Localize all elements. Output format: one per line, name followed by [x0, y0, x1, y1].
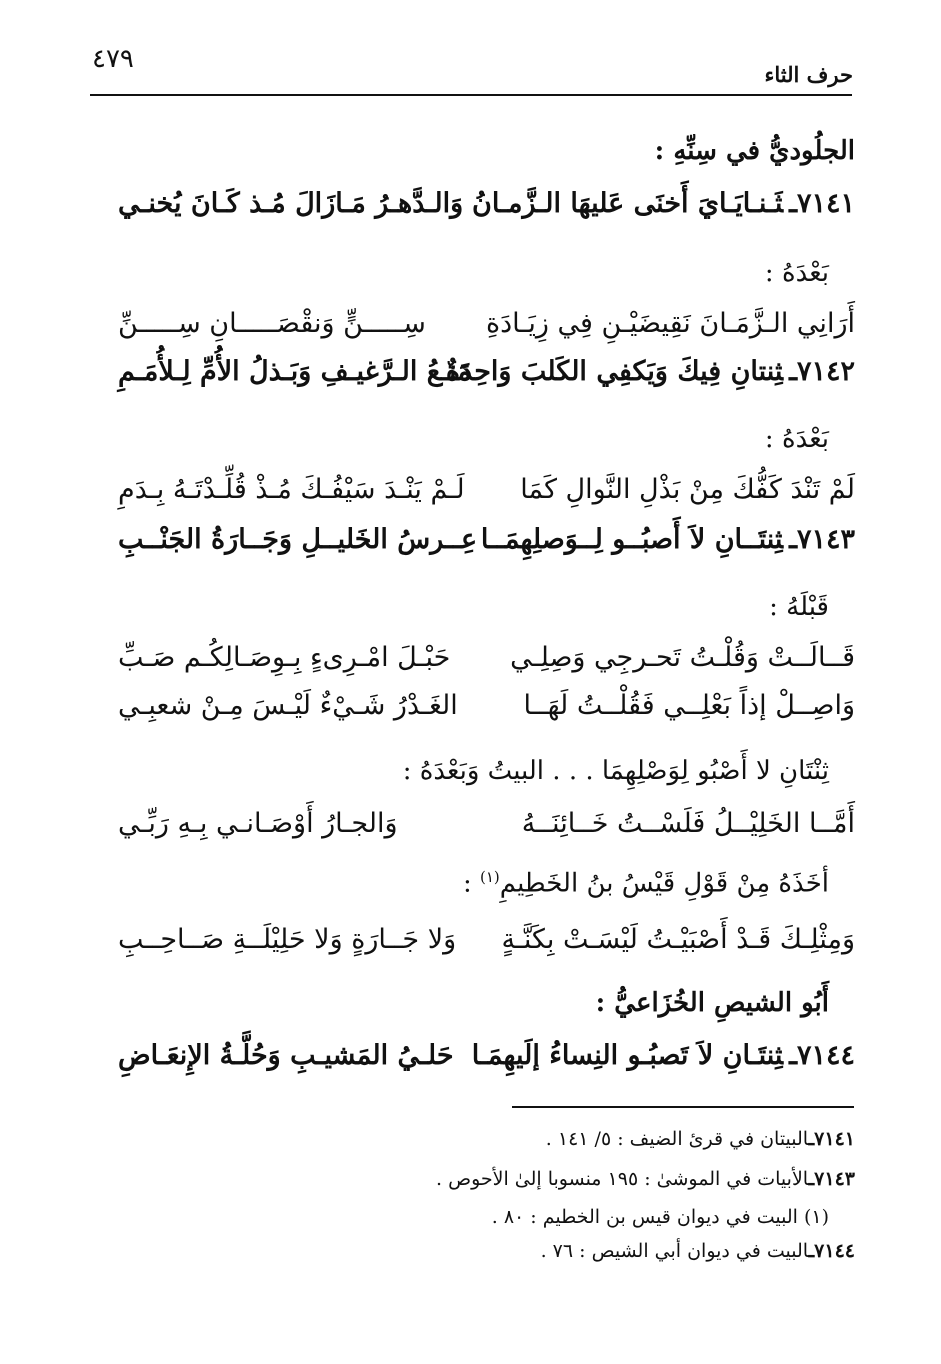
verse-number: ٧١٤١ـ [789, 188, 855, 219]
footnote-text: الأبيات في الموشىٰ : ١٩٥ منسوبا إلىٰ الأحوص . [436, 1168, 809, 1190]
footnote-label: ٧١٤٣ـ [808, 1168, 855, 1190]
verse-number: ٧١٤٣ـ [789, 524, 855, 555]
verse-7141-second-hemistich: وَالـدَّهـرُ مَـازَالَ مُـذ كَـانَ يُخنـي [118, 188, 464, 219]
verse-a-second-hemistich: سِـــــنٍّ وَنقْصَـــــانِ سِـــــنِّ [118, 308, 426, 339]
verse-b-second-hemistich: لَـمْ يَنْـدَ سَيْفُـكَ مُـذْ قُلِّـدْتَـهُ بِـدَمِ [118, 474, 465, 505]
verse-c-second-hemistich: حَبْـلَ امْـرِىءٍ بِـوِصَـالِكُـم صَـبِّ [118, 642, 451, 673]
footnote-1 [492, 1206, 829, 1228]
verse-7143-second-hemistich: عِــرسُ الخَليــلِ وَجَــارَةُ الجَنْــبِ [118, 524, 478, 555]
verse-b [118, 474, 855, 514]
footnote-divider [512, 1106, 854, 1108]
footnote-7141 [546, 1128, 855, 1150]
footnote-label: ٧١٤١ـ [808, 1128, 855, 1150]
footnote-text: البيت في ديوان أبي الشيص : ٧٦ . [540, 1240, 809, 1262]
note-qays-text: أخَذَهُ مِنْ قَوْلِ قَيْسُ بنُ الخَطِيمِ [499, 868, 829, 899]
footnote-text: (١) البيت في ديوان قيس بن الخطيم : ٨٠ . [491, 1206, 829, 1228]
hemistich-text: ثَـنـايَـايَ أَخنَى عَليهَا الـزَّمـانُ [472, 188, 784, 219]
note-qays [463, 868, 829, 899]
verse-7142-first-hemistich [446, 356, 855, 387]
note-thintan: ثِنْتَانِ لا أَصْبُو لِوَصْلِهِمَا . . . البيتُ وَبَعْدَهُ : [402, 756, 829, 786]
page-number: ٤٧٩ [92, 44, 134, 74]
hemistich-text: ثِنتَـانِ لاَ تَصبُـو النِساءُ إلَيهِمَـا [471, 1040, 784, 1071]
verse-d [118, 690, 855, 730]
verse-f-first-hemistich: وَمِثْلِـكَ قَـدْ أَصْبَيْـتُ لَيْسَـتْ بِكَنَّـةٍ [501, 924, 855, 955]
verse-c [118, 642, 855, 682]
verse-7141-first-hemistich [472, 188, 855, 219]
verse-f [118, 924, 855, 964]
footnote-reference: (١) [480, 868, 500, 886]
running-header-title: حرف الثاء [764, 62, 853, 87]
note-qays-colon: : [462, 868, 480, 899]
intro-before-7143: قَبْلَهُ : [769, 592, 829, 622]
verse-e-first-hemistich: أَمَّــا الخَلِيْــلُ فَلَسْــتُ خَــائِنَــهُ [521, 808, 855, 839]
verse-number: ٧١٤٤ـ [789, 1040, 855, 1071]
verse-7143-first-hemistich [481, 524, 855, 555]
intro-juludi: الجلُوديُّ في سِنِّهِ : [654, 136, 855, 166]
verse-e-second-hemistich: وَالجـارُ أَوْصَـانـي بِـهِ رَبِّـي [118, 808, 398, 839]
intro-abu-shays: أَبُو الشيصِ الخُزَاعيُّ : [595, 988, 829, 1018]
verse-e [118, 808, 855, 848]
verse-a-first-hemistich: أَرَانِي الـزَّمَـانَ نَقِيضَيْـنِ فِي زِيَـادَةِ [486, 308, 855, 339]
verse-7142-second-hemistich: مَنـعُ الـرَّغيـفِ وَبَـذلُ الأُمِّ لِـلأُمَـمِ [118, 356, 472, 387]
hemistich-text: ثِنتَــانِ لاَ أَصبُــو لِــوَصلِهِمَــا [480, 524, 784, 555]
verse-c-first-hemistich: قَــالَــتْ وَقُلْـتُ تَحـرجِي وَصِلِـي [510, 642, 855, 673]
header-divider [90, 94, 852, 96]
verse-7143 [118, 524, 855, 564]
hemistich-text: ثِنتانِ فِيكَ وَيَكفِي الكَلبَ وَاحِدَةٌ [445, 356, 784, 387]
verse-7144-second-hemistich: حَلـيُ المَشيـبِ وَحُلَّـةُ الإِنعَـاضِ [118, 1040, 454, 1071]
footnote-text: البيتان في قرئ الضيف : ٥/ ١٤١ . [545, 1128, 809, 1150]
footnote-7143 [436, 1168, 855, 1190]
verse-7144-first-hemistich [472, 1040, 855, 1071]
intro-after-7142: بَعْدَهُ : [764, 424, 829, 454]
verse-f-second-hemistich: وَلا جَــارَةٍ وَلا حَلِيْلَــةِ صَــاحِــبِ [118, 924, 457, 955]
verse-b-first-hemistich: لَمْ تَنْدَ كَفُّكَ مِنْ بَذْلِ النَّوالِ كَمَا [520, 474, 855, 505]
intro-after-7141: بَعْدَهُ : [764, 258, 829, 288]
verse-d-second-hemistich: الغَـدْرُ شَـيْءٌ لَيْـسَ مِـنْ شعبِـي [118, 690, 458, 721]
verse-7144 [118, 1040, 855, 1080]
verse-7142 [118, 356, 855, 396]
footnote-7144 [541, 1240, 855, 1262]
verse-a [118, 308, 855, 348]
verse-7141 [118, 188, 855, 228]
footnote-label: ٧١٤٤ـ [808, 1240, 855, 1262]
verse-number: ٧١٤٢ـ [789, 356, 855, 387]
verse-d-first-hemistich: وَاصِــلْ إذاً بَعْلِــي فَقُلْــتُ لَهَــا [523, 690, 855, 721]
